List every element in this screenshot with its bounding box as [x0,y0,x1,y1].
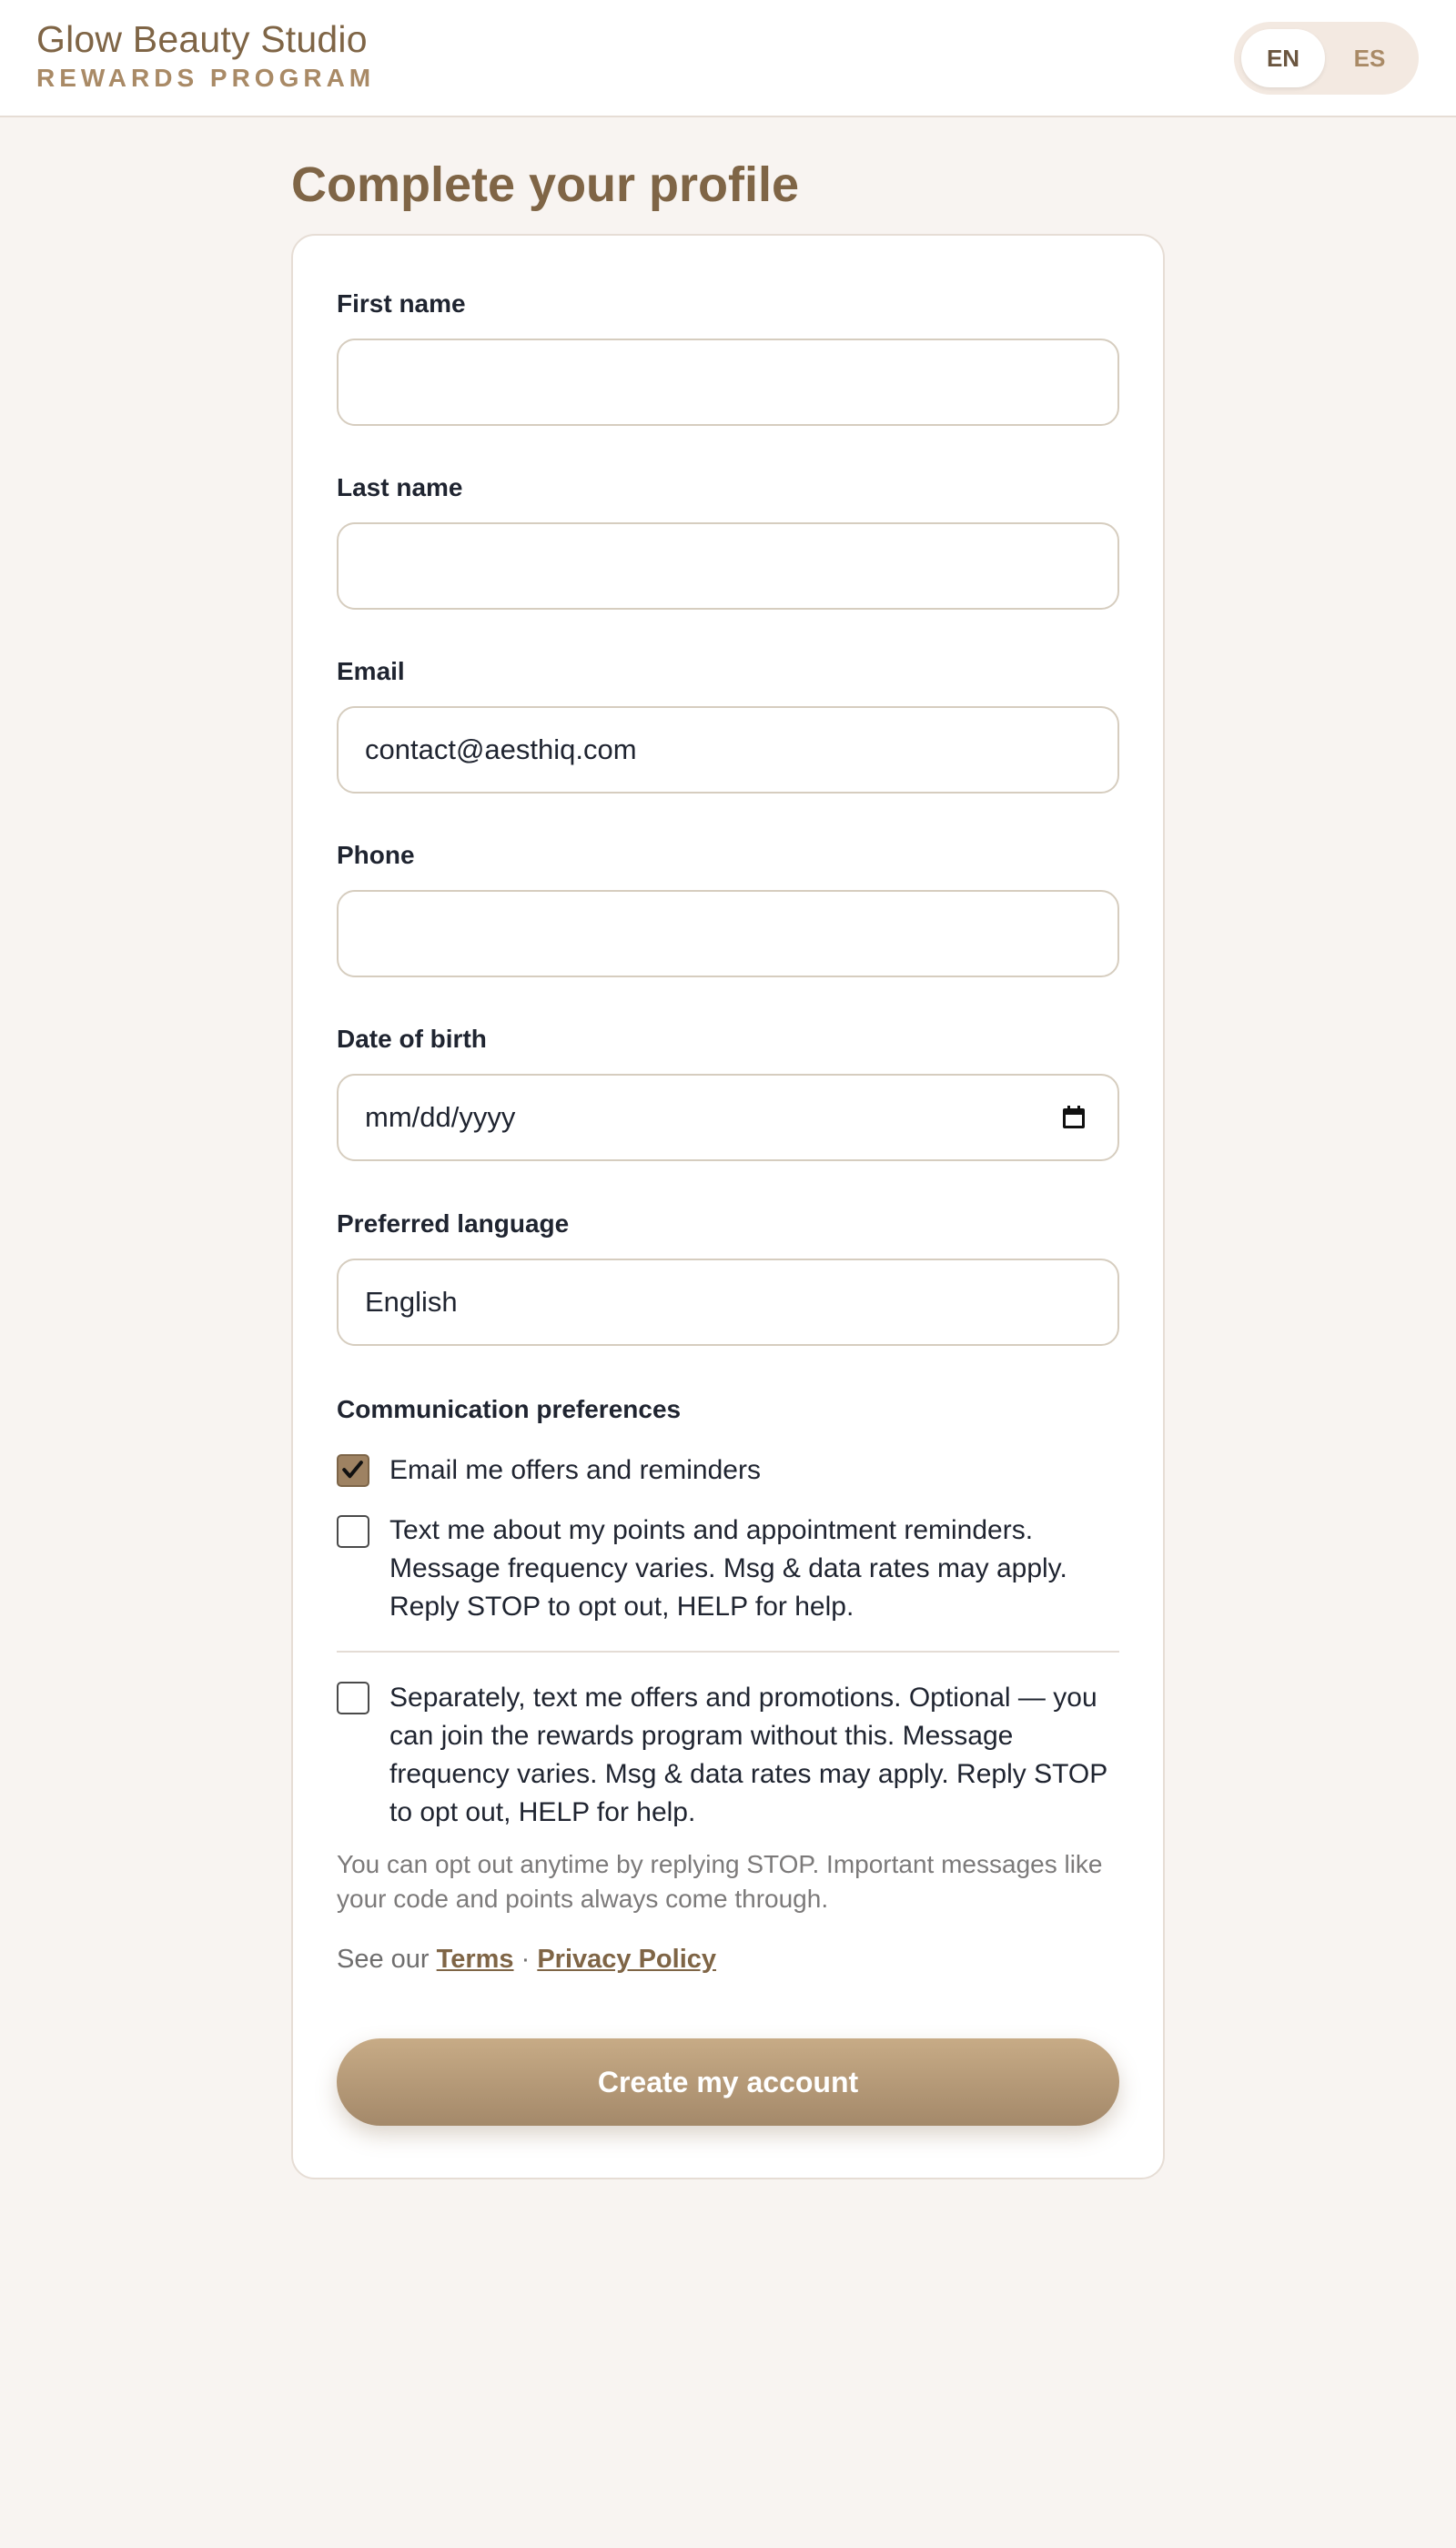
terms-link[interactable]: Terms [436,1945,514,1974]
preferred-language-select[interactable] [337,1259,1119,1346]
brand-title: Glow Beauty Studio [36,18,368,60]
last-name-label: Last name [337,473,463,501]
date-of-birth-label: Date of birth [337,1025,487,1053]
language-es-button[interactable]: ES [1353,45,1386,72]
page-title: Complete your profile [291,157,800,212]
sms-promotions-label: Separately, text me offers and promotions. Optional — you can join the rewards program without this. Message frequency varies. Msg & data rates may apply. Reply STOP to opt out, HELP for help. [389,1683,1107,1827]
last-name-input[interactable] [337,522,1119,610]
email-offers-label: Email me offers and reminders [389,1455,761,1485]
date-of-birth-input[interactable] [337,1074,1119,1161]
preferred-language-label: Preferred language [337,1209,570,1238]
first-name-label: First name [337,289,466,318]
legal-prefix: See our [337,1945,430,1974]
brand-subtitle: REWARDS PROGRAM [36,64,376,92]
checkmark-icon [339,1456,368,1485]
email-label: Email [337,657,405,685]
opt-out-note: You can opt out anytime by replying STOP. Important messages like your code and points always come through. [337,1850,1103,1913]
email-offers-checkbox[interactable] [337,1454,369,1487]
language-toggle [1234,22,1419,95]
sms-points-checkbox[interactable] [337,1515,369,1548]
email-field[interactable] [337,706,1119,794]
privacy-policy-link[interactable]: Privacy Policy [537,1945,717,1974]
legal-separator: · [521,1945,531,1974]
preferred-language-value: English [365,1286,458,1318]
calendar-icon[interactable] [1061,1105,1087,1130]
language-en-button[interactable]: EN [1241,29,1325,87]
legal-links [337,1945,716,1975]
phone-label: Phone [337,841,415,869]
first-name-input[interactable] [337,339,1119,426]
phone-input[interactable] [337,890,1119,977]
app-header [0,0,1456,117]
communication-preferences-label: Communication preferences [337,1395,682,1423]
sms-promotions-checkbox[interactable] [337,1682,369,1714]
create-account-button[interactable]: Create my account [337,2038,1119,2126]
divider [337,1651,1119,1653]
date-of-birth-placeholder: mm/dd/yyyy [365,1101,516,1133]
sms-points-label: Text me about my points and appointment reminders. Message frequency varies. Msg & data rates may apply. Reply STOP to opt out, HELP for help. [389,1515,1067,1622]
